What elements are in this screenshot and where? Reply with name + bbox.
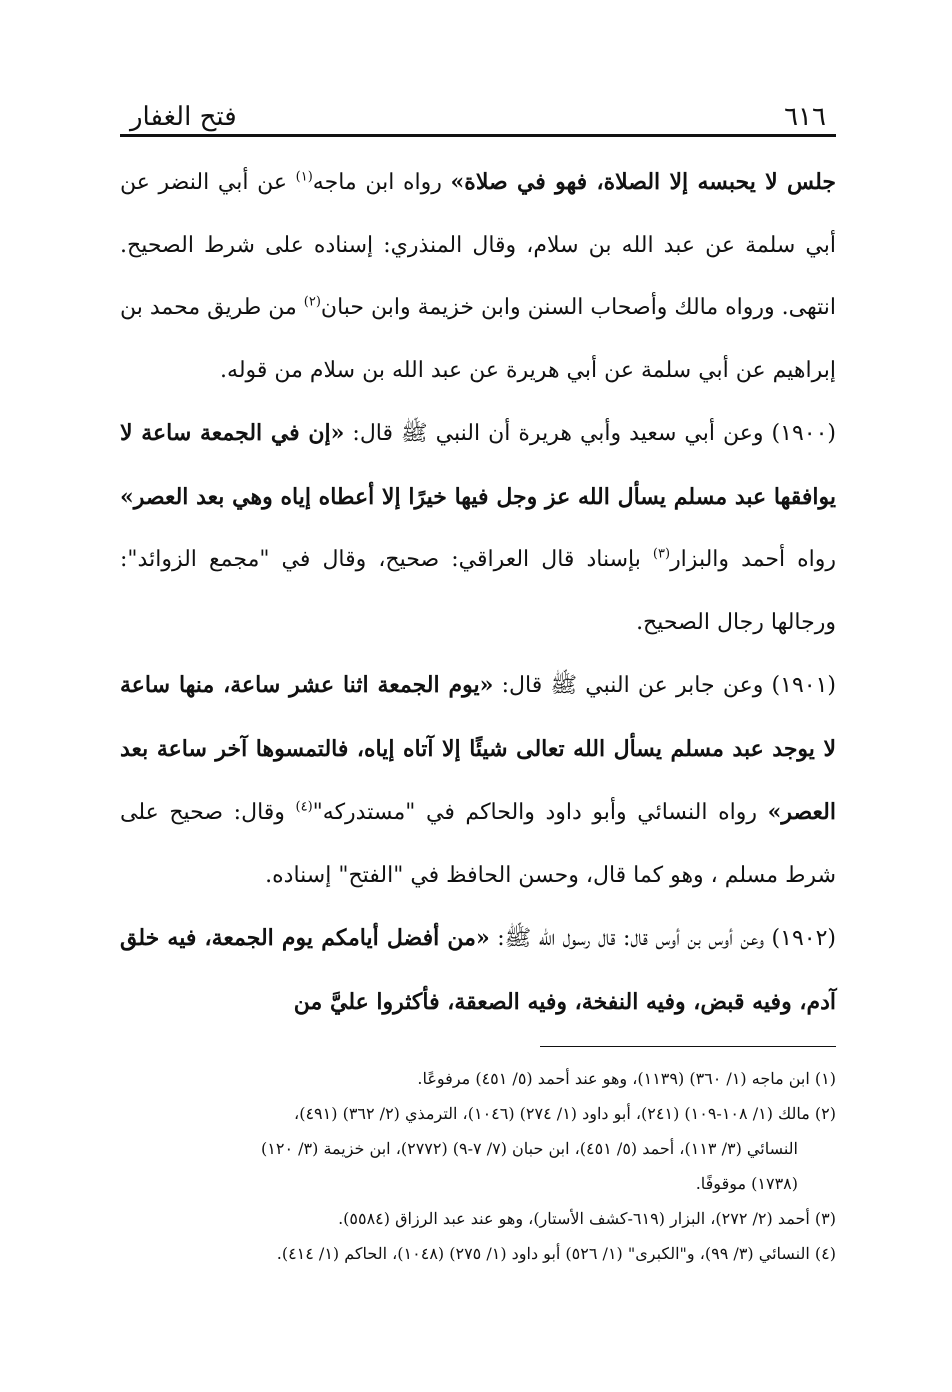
footnote-ref-2[interactable]: (٢) [303, 294, 321, 310]
hadith-intro: (١٩٠٢) وعن أوس بن أوس قال: قال رسول الله ﷺ: [489, 926, 836, 951]
footnote-ref-4[interactable]: (٤) [295, 799, 313, 815]
commentary-text: رواه ابن ماجه [312, 170, 451, 195]
hadith-text: «إن في الجمعة ساعة لا يوافقها عبد مسلم يسأل الله عز وجل فيها خيرًا إلا أعطاه إياه وهي بعد العصر» [120, 420, 836, 510]
footnote-ref-3[interactable]: (٣) [652, 546, 671, 562]
commentary-text: رواه النسائي وأبو داود والحاكم في "مستدركه" [312, 800, 768, 825]
hadith-text: جلس لا يحبسه إلا الصلاة، فهو في صلاة» [450, 169, 836, 195]
commentary-text: رواه أحمد والبزار [670, 547, 836, 572]
commentary-text: من طريق محمد بن إبراهيم عن أبي سلمة عن أبي هريرة عن عبد الله بن سلام من قوله. [120, 295, 836, 383]
book-title: فتح الغفار [130, 102, 237, 132]
footnotes [120, 1061, 836, 1271]
hadith-1902 [120, 907, 836, 1034]
page-number: ٦١٦ [784, 102, 826, 132]
footnote-1: (١) ابن ماجه (١/ ٣٦٠) (١١٣٩)، وهو عند أحمد (٥/ ٤٥١) مرفوعًا. [417, 1069, 836, 1088]
footnote-2-continued: النسائي (٣/ ١١٣)، أحمد (٥/ ٤٥١)، ابن حبان (٧/ ٧-٩) (٢٧٧٢)، ابن خزيمة (٣/ ١٢٠) [261, 1139, 798, 1158]
hadith-text: «يوم الجمعة اثنا عشر ساعة، منها ساعة لا يوجد عبد مسلم يسأل الله تعالى شيئًا إلا آتاه إياه، فالتمسوها آخر ساعة بعد العصر» [120, 672, 836, 825]
footnote-3: (٣) أحمد (٢/ ٢٧٢)، البزار (٦١٩-كشف الأستار)، وهو عند عبد الرزاق (٥٥٨٤). [338, 1209, 836, 1228]
footnote-4: (٤) النسائي (٣/ ٩٩)، و"الكبرى" (١/ ٥٢٦) أبو داود (١/ ٢٧٥) (١٠٤٨)، الحاكم (١/ ٤١٤). [276, 1244, 836, 1263]
footnote-ref-1[interactable]: (١) [295, 169, 313, 185]
body-text [120, 151, 836, 1034]
footnote-2: (٢) مالك (١/ ١٠٨-١٠٩) (٢٤١)، أبو داود (١/ ٢٧٤) (١٠٤٦)، الترمذي (٢/ ٣٦٢) (٤٩١)، [294, 1104, 836, 1123]
book-page [120, 88, 836, 1271]
paragraph-continuation [120, 151, 836, 402]
header-rule [120, 134, 836, 137]
hadith-1900 [120, 402, 836, 654]
commentary-text: وقال: صحيح على شرط مسلم ، وهو كما قال، وحسن الحافظ في "الفتح" إسناده. [120, 800, 836, 888]
footnote-separator [540, 1046, 836, 1047]
hadith-1901 [120, 654, 836, 907]
commentary-text: بإسناد قال العراقي: صحيح، وقال في "مجمع الزوائد": ورجالها رجال الصحيح. [120, 547, 836, 635]
hadith-intro: (١٩٠١) وعن جابر عن النبي ﷺ قال: [493, 673, 836, 698]
hadith-intro: (١٩٠٠) وعن أبي سعيد وأبي هريرة أن النبي ﷺ قال: [344, 421, 836, 446]
commentary-text: عن أبي النضر عن أبي سلمة عن عبد الله بن سلام، وقال المنذري: إسناده على شرط الصحيح. انتهى. ورواه مالك وأصحاب السنن وابن خزيمة وابن حبان [120, 170, 837, 320]
running-header [120, 88, 836, 132]
footnote-2-continued: (١٧٣٨) موقوفًا. [695, 1174, 798, 1193]
hadith-text: «من أفضل أيامكم يوم الجمعة، فيه خلق آدم، وفيه قبض، وفيه النفخة، وفيه الصعقة، فأكثروا عليَّ من [120, 925, 836, 1015]
